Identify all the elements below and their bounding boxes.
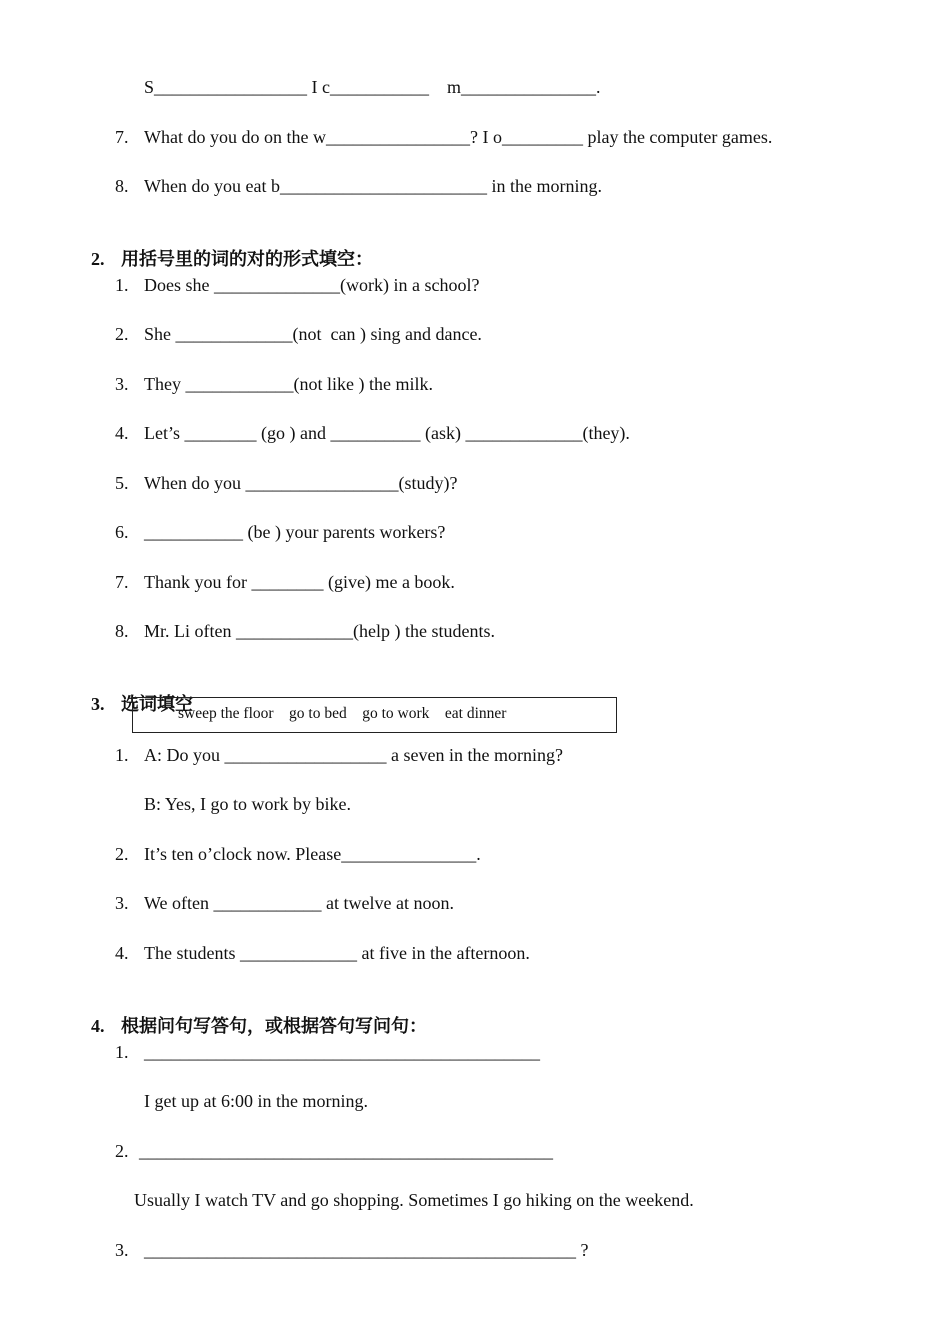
item-number: 5. — [115, 473, 129, 493]
item-number: 1. — [115, 1042, 129, 1062]
question-text: When do you eat b_______________________ in the morning. — [144, 176, 602, 196]
item-number: 1. — [115, 745, 129, 765]
answer-text: B: Yes, I go to work by bike. — [144, 794, 352, 814]
question-text: When do you _________________(study)? — [144, 473, 458, 493]
item-number: 8. — [115, 621, 129, 641]
item-number: 2. — [115, 324, 129, 344]
item-number: 2. — [115, 844, 129, 864]
section-title: 根据问句写答句，或根据答句写问句： — [121, 1016, 427, 1036]
question-text: They ____________(not like ) the milk. — [144, 374, 433, 394]
question-text: A: Do you __________________ a seven in the morning? — [144, 745, 563, 765]
item-number: 3. — [115, 1240, 129, 1260]
section-number: 2. — [91, 249, 105, 269]
answer-text: I get up at 6:00 in the morning. — [144, 1091, 368, 1111]
section-number: 4. — [91, 1016, 105, 1036]
question-text: She _____________(not can ) sing and dance. — [144, 324, 482, 344]
answer-text: Usually I watch TV and go shopping. Sometimes I go hiking on the weekend. — [134, 1190, 694, 1210]
answer-blank: ________________________________________________ ? — [144, 1240, 589, 1260]
word-bank-box: sweep the floor go to bed go to work eat dinner — [132, 697, 617, 733]
section-number: 3. — [91, 694, 105, 714]
item-number: 2. — [115, 1141, 129, 1161]
section-title: 用括号里的词的对的形式填空： — [121, 249, 373, 269]
question-text: Thank you for ________ (give) me a book. — [144, 572, 455, 592]
question-text: The students _____________ at five in the afternoon. — [144, 943, 530, 963]
answer-blank: ______________________________________________ — [139, 1141, 553, 1161]
question-text: What do you do on the w________________? I o_________ play the computer games. — [144, 127, 773, 147]
item-number: 3. — [115, 893, 129, 913]
question-text: It’s ten o’clock now. Please_______________. — [144, 844, 481, 864]
answer-blank: ____________________________________________ — [144, 1042, 540, 1062]
item-number: 4. — [115, 943, 129, 963]
item-number: 7. — [115, 572, 129, 592]
section-heading — [82, 223, 373, 271]
item-number: 6. — [115, 522, 129, 542]
question-text: Let’s ________ (go ) and __________ (ask) _____________(they). — [144, 423, 630, 443]
question-text: Does she ______________(work) in a school? — [144, 275, 480, 295]
question-text: We often ____________ at twelve at noon. — [144, 893, 454, 913]
item-number: 4. — [115, 423, 129, 443]
fill-in-line: S_________________ I c___________ m_______________. — [144, 77, 601, 97]
item-number: 7. — [115, 127, 129, 147]
question-text: ___________ (be ) your parents workers? — [144, 522, 446, 542]
item-number: 1. — [115, 275, 129, 295]
question-text: Mr. Li often _____________(help ) the students. — [144, 621, 495, 641]
item-number: 8. — [115, 176, 129, 196]
item-number: 3. — [115, 374, 129, 394]
section-heading — [82, 990, 427, 1038]
section-title: 选词填空 — [121, 694, 193, 714]
